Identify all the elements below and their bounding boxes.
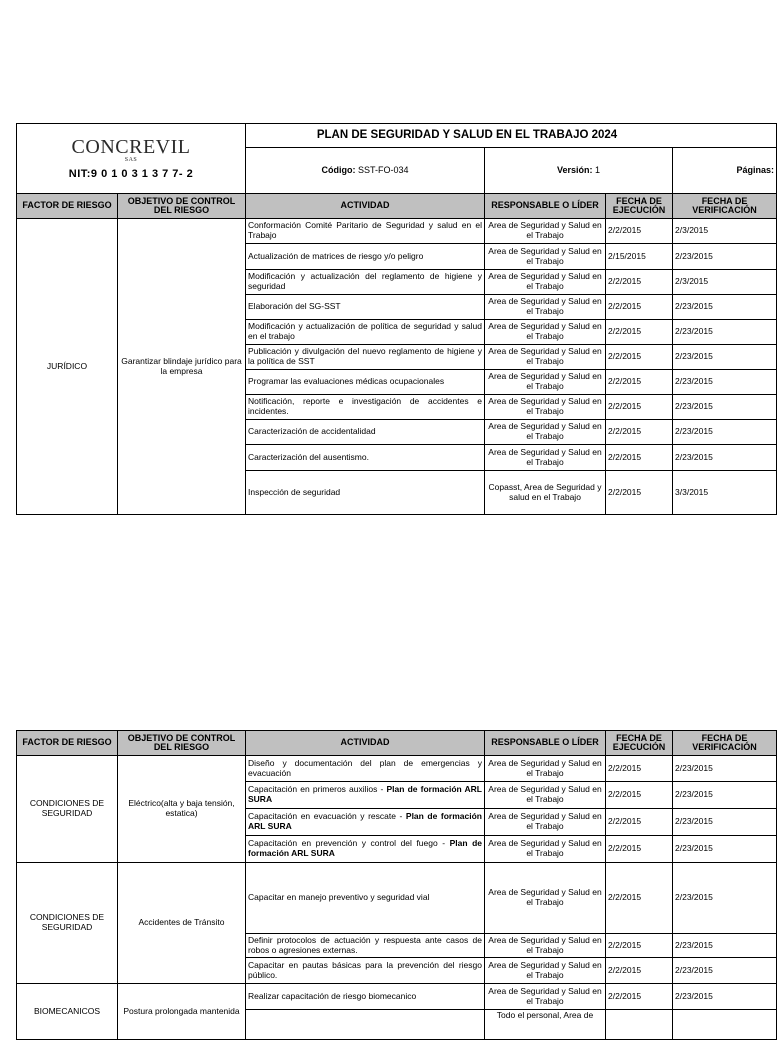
responsable-cell: Area de Seguridad y Salud en el Trabajo bbox=[485, 295, 606, 320]
actividad-cell: Actualización de matrices de riesgo y/o peligro bbox=[246, 244, 485, 270]
document-title: PLAN DE SEGURIDAD Y SALUD EN EL TRABAJO 2024 bbox=[246, 124, 777, 148]
actividad-cell: Capacitar en manejo preventivo y seguridad vial bbox=[246, 863, 485, 934]
table-row bbox=[17, 863, 777, 934]
company-logo: CONCREVIL SAS bbox=[71, 136, 191, 164]
verificacion-cell: 2/3/2015 bbox=[673, 219, 777, 244]
actividad-cell: Modificación y actualización del reglamento de higiene y seguridad bbox=[246, 270, 485, 295]
col-actividad-header: ACTIVIDAD bbox=[246, 194, 485, 219]
verificacion-cell: 2/23/2015 bbox=[673, 809, 777, 836]
ejecucion-cell: 2/2/2015 bbox=[606, 420, 673, 445]
responsable-cell: Area de Seguridad y Salud en el Trabajo bbox=[485, 395, 606, 420]
ejecucion-cell: 2/2/2015 bbox=[606, 445, 673, 471]
col-factor-header: FACTOR DE RIESGO bbox=[17, 731, 118, 756]
verificacion-cell: 2/23/2015 bbox=[673, 420, 777, 445]
actividad-cell: Capacitar en pautas básicas para la prevención del riesgo público. bbox=[246, 958, 485, 984]
verificacion-cell: 3/3/2015 bbox=[673, 471, 777, 515]
responsable-cell: Area de Seguridad y Salud en el Trabajo bbox=[485, 420, 606, 445]
actividad-cell: Capacitación en evacuación y rescate - Plan de formación ARL SURA bbox=[246, 809, 485, 836]
ejecucion-cell: 2/2/2015 bbox=[606, 756, 673, 782]
col-ejecucion-header: FECHA DE EJECUCIÓN bbox=[606, 731, 673, 756]
verificacion-cell: 2/23/2015 bbox=[673, 863, 777, 934]
ejecucion-cell: 2/2/2015 bbox=[606, 984, 673, 1010]
actividad-cell: Definir protocolos de actuación y respuesta ante casos de robos o agresiones externas. bbox=[246, 934, 485, 958]
verificacion-cell: 2/23/2015 bbox=[673, 395, 777, 420]
table-row bbox=[17, 756, 777, 782]
verificacion-cell: 2/23/2015 bbox=[673, 934, 777, 958]
col-responsable-header: RESPONSABLE O LÍDER bbox=[485, 731, 606, 756]
col-actividad-header: ACTIVIDAD bbox=[246, 731, 485, 756]
ejecucion-cell: 2/2/2015 bbox=[606, 958, 673, 984]
ejecucion-cell: 2/2/2015 bbox=[606, 345, 673, 370]
actividad-cell: Caracterización del ausentismo. bbox=[246, 445, 485, 471]
responsable-cell: Area de Seguridad y Salud en el Trabajo bbox=[485, 219, 606, 244]
company-header-cell bbox=[17, 124, 246, 194]
ejecucion-cell: 2/15/2015 bbox=[606, 244, 673, 270]
verificacion-cell: 2/3/2015 bbox=[673, 270, 777, 295]
col-verificacion-header: FECHA DE VERIFICACIÓN bbox=[673, 731, 777, 756]
responsable-cell: Copasst, Area de Seguridad y salud en el Trabajo bbox=[485, 471, 606, 515]
verificacion-cell: 2/23/2015 bbox=[673, 370, 777, 395]
actividad-cell: Realizar capacitación de riesgo biomecanico bbox=[246, 984, 485, 1010]
responsable-cell: Area de Seguridad y Salud en el Trabajo bbox=[485, 984, 606, 1010]
verificacion-cell: 2/23/2015 bbox=[673, 345, 777, 370]
ejecucion-cell: 2/2/2015 bbox=[606, 863, 673, 934]
responsable-cell: Area de Seguridad y Salud en el Trabajo bbox=[485, 345, 606, 370]
verificacion-cell: 2/23/2015 bbox=[673, 295, 777, 320]
verificacion-cell bbox=[673, 1010, 777, 1040]
document-version: Versión: 1 bbox=[485, 148, 673, 194]
actividad-cell: Inspección de seguridad bbox=[246, 471, 485, 515]
ejecucion-cell: 2/2/2015 bbox=[606, 370, 673, 395]
verificacion-cell: 2/23/2015 bbox=[673, 782, 777, 809]
actividad-cell: Capacitación en primeros auxilios - Plan de formación ARL SURA bbox=[246, 782, 485, 809]
actividad-cell: Diseño y documentación del plan de emergencias y evacuación bbox=[246, 756, 485, 782]
col-factor-header: FACTOR DE RIESGO bbox=[17, 194, 118, 219]
responsable-cell: Area de Seguridad y Salud en el Trabajo bbox=[485, 782, 606, 809]
ejecucion-cell: 2/2/2015 bbox=[606, 295, 673, 320]
col-verificacion-header: FECHA DE VERIFICACIÓN bbox=[673, 194, 777, 219]
ejecucion-cell: 2/2/2015 bbox=[606, 809, 673, 836]
actividad-cell: Publicación y divulgación del nuevo reglamento de higiene y la política de SST bbox=[246, 345, 485, 370]
document-pages: Páginas: bbox=[673, 148, 777, 194]
col-responsable-header: RESPONSABLE O LÍDER bbox=[485, 194, 606, 219]
responsable-cell: Area de Seguridad y Salud en el Trabajo bbox=[485, 270, 606, 295]
plan-table-page-1 bbox=[16, 123, 777, 515]
ejecucion-cell: 2/2/2015 bbox=[606, 836, 673, 863]
responsable-cell: Area de Seguridad y Salud en el Trabajo bbox=[485, 244, 606, 270]
plan-table-page-2 bbox=[16, 730, 777, 1040]
actividad-cell: Elaboración del SG-SST bbox=[246, 295, 485, 320]
col-objetivo-header: OBJETIVO DE CONTROL DEL RIESGO bbox=[118, 731, 246, 756]
responsable-cell: Area de Seguridad y Salud en el Trabajo bbox=[485, 370, 606, 395]
actividad-cell: Caracterización de accidentalidad bbox=[246, 420, 485, 445]
actividad-cell: Conformación Comité Paritario de Seguridad y salud en el Trabajo bbox=[246, 219, 485, 244]
responsable-cell: Area de Seguridad y Salud en el Trabajo bbox=[485, 934, 606, 958]
ejecucion-cell: 2/2/2015 bbox=[606, 219, 673, 244]
ejecucion-cell: 2/2/2015 bbox=[606, 320, 673, 345]
objetivo-cell: Accidentes de Tránsito bbox=[118, 863, 246, 984]
actividad-cell: Capacitación en prevención y control del fuego - Plan de formación ARL SURA bbox=[246, 836, 485, 863]
responsable-cell: Area de Seguridad y Salud en el Trabajo bbox=[485, 445, 606, 471]
col-objetivo-header: OBJETIVO DE CONTROL DEL RIESGO bbox=[118, 194, 246, 219]
col-ejecucion-header: FECHA DE EJECUCIÓN bbox=[606, 194, 673, 219]
factor-cell: CONDICIONES DE SEGURIDAD bbox=[17, 863, 118, 984]
actividad-cell: Programar las evaluaciones médicas ocupacionales bbox=[246, 370, 485, 395]
responsable-cell: Area de Seguridad y Salud en el Trabajo bbox=[485, 756, 606, 782]
responsable-cell: Area de Seguridad y Salud en el Trabajo bbox=[485, 836, 606, 863]
ejecucion-cell: 2/2/2015 bbox=[606, 782, 673, 809]
ejecucion-cell: 2/2/2015 bbox=[606, 934, 673, 958]
actividad-cell: Modificación y actualización de política de seguridad y salud en el trabajo bbox=[246, 320, 485, 345]
verificacion-cell: 2/23/2015 bbox=[673, 836, 777, 863]
objetivo-cell: Eléctrico(alta y baja tensión, estatica) bbox=[118, 756, 246, 863]
verificacion-cell: 2/23/2015 bbox=[673, 445, 777, 471]
responsable-cell: Area de Seguridad y Salud en el Trabajo bbox=[485, 958, 606, 984]
objetivo-cell: Postura prolongada mantenida bbox=[118, 984, 246, 1040]
verificacion-cell: 2/23/2015 bbox=[673, 984, 777, 1010]
ejecucion-cell: 2/2/2015 bbox=[606, 395, 673, 420]
company-nit: NIT:9 0 1 0 3 1 3 7 7- 2 bbox=[68, 168, 194, 181]
actividad-cell bbox=[246, 1010, 485, 1040]
objetivo-cell: Garantizar blindaje jurídico para la empresa bbox=[118, 219, 246, 515]
ejecucion-cell: 2/2/2015 bbox=[606, 270, 673, 295]
verificacion-cell: 2/23/2015 bbox=[673, 756, 777, 782]
actividad-cell: Notificación, reporte e investigación de accidentes e incidentes. bbox=[246, 395, 485, 420]
table-row bbox=[17, 219, 777, 244]
factor-cell: BIOMECANICOS bbox=[17, 984, 118, 1040]
ejecucion-cell bbox=[606, 1010, 673, 1040]
responsable-cell: Todo el personal, Area de bbox=[485, 1010, 606, 1040]
verificacion-cell: 2/23/2015 bbox=[673, 958, 777, 984]
document-code: Código: SST-FO-034 bbox=[246, 148, 485, 194]
responsable-cell: Area de Seguridad y Salud en el Trabajo bbox=[485, 809, 606, 836]
responsable-cell: Area de Seguridad y Salud en el Trabajo bbox=[485, 863, 606, 934]
factor-cell: JURÍDICO bbox=[17, 219, 118, 515]
table-row bbox=[17, 984, 777, 1010]
ejecucion-cell: 2/2/2015 bbox=[606, 471, 673, 515]
factor-cell: CONDICIONES DE SEGURIDAD bbox=[17, 756, 118, 863]
verificacion-cell: 2/23/2015 bbox=[673, 244, 777, 270]
responsable-cell: Area de Seguridad y Salud en el Trabajo bbox=[485, 320, 606, 345]
verificacion-cell: 2/23/2015 bbox=[673, 320, 777, 345]
